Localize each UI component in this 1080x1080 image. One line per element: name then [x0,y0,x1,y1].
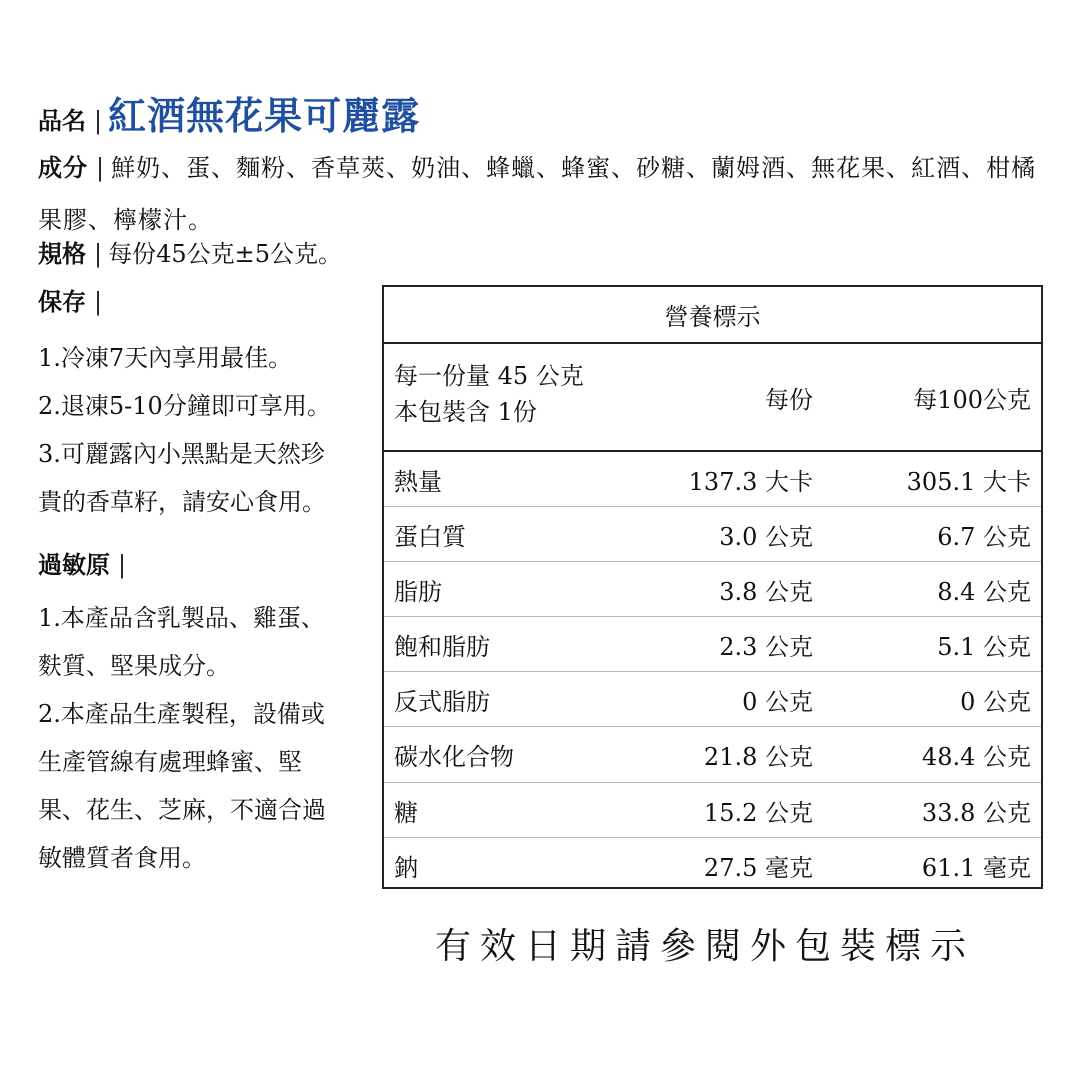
allergen-line: 2.本產品生產製程，設備或 [38,700,325,728]
table-row [384,507,1041,562]
table-row [384,783,1041,838]
table-row [384,672,1041,727]
table-row [384,452,1041,507]
nutrient-name: 鈉 [394,853,418,882]
separator: | [94,240,103,268]
serving-size: 每一份量 45 公克 [394,362,584,390]
nutrient-name: 飽和脂肪 [394,633,490,662]
allergen-line: 1.本產品含乳製品、雞蛋、 [38,604,325,632]
separator: | [96,154,106,182]
per-100g-value: 305.1 大卡 [906,468,1031,496]
allergen-line: 生產管線有處理蜂蜜、堅 [38,748,302,776]
storage-list [38,334,368,526]
per-serving-value: 0 公克 [742,688,813,717]
per-serving-value: 3.8 公克 [719,578,813,607]
per-100g-value: 33.8 公克 [921,798,1031,827]
table-row [384,838,1041,893]
nutrition-header [384,344,1041,452]
per-serving-value: 21.8 公克 [703,743,813,772]
nutrient-name: 脂肪 [394,578,442,607]
separator: | [94,107,103,135]
column-header-per-serving: 每份 [765,386,813,414]
serving-info [394,358,584,430]
expiry-notice: 有效日期請參閱外包裝標示 [435,926,976,967]
table-row [384,727,1041,782]
ingredients-label: 成分 [38,153,88,182]
allergen-line: 果、花生、芝麻，不適合過 [38,796,326,824]
nutrition-facts-table [382,285,1043,889]
servings-per-package: 本包裝含 1份 [394,398,537,426]
separator: | [94,288,103,316]
nutrient-name: 糖 [394,798,418,827]
ingredients-text: 鮮奶、蛋、麵粉、香草莢、奶油、蜂蠟、蜂蜜、砂糖、蘭姆酒、無花果、紅酒、柑橘果膠、檸檬汁。 [38,154,1037,234]
nutrient-name: 反式脂肪 [394,688,490,717]
storage-label: 保存 [38,287,86,316]
spec-label: 規格 [38,239,86,268]
per-100g-value: 5.1 公克 [937,633,1031,662]
separator: | [118,551,127,579]
per-serving-value: 2.3 公克 [719,633,813,662]
storage-line: 3.可麗露內小黑點是天然珍 [38,440,325,468]
nutrient-name: 碳水化合物 [394,743,514,772]
spec-section [38,236,342,275]
nutrient-name: 蛋白質 [394,523,466,552]
allergen-line: 麩質、堅果成分。 [38,652,230,680]
nutrient-name: 熱量 [394,468,442,496]
nutrition-rows [384,452,1041,893]
table-row [384,562,1041,617]
allergen-list [38,594,373,882]
per-100g-value: 61.1 毫克 [921,853,1031,882]
storage-line: 貴的香草籽，請安心食用。 [38,488,326,516]
allergen-heading [38,547,132,586]
per-serving-value: 15.2 公克 [703,798,813,827]
per-100g-value: 6.7 公克 [937,523,1031,552]
product-name: 紅酒無花果可麗露 [108,93,421,138]
column-header-per-100g: 每100公克 [913,386,1031,414]
per-100g-value: 48.4 公克 [921,743,1031,772]
per-100g-value: 0 公克 [960,688,1031,717]
per-serving-value: 27.5 毫克 [703,853,813,882]
nutrition-title: 營養標示 [384,287,1041,344]
ingredients-section [38,142,1043,246]
per-serving-value: 137.3 大卡 [688,468,813,496]
storage-line: 1.冷凍7天內享用最佳。 [38,344,293,372]
table-row [384,617,1041,672]
per-serving-value: 3.0 公克 [719,523,813,552]
allergen-label: 過敏原 [38,550,110,579]
product-name-label: 品名 [38,106,86,135]
per-100g-value: 8.4 公克 [937,578,1031,607]
product-name-row [38,85,420,140]
storage-heading [38,284,108,323]
allergen-line: 敏體質者食用。 [38,844,206,872]
storage-line: 2.退凍5-10分鐘即可享用。 [38,392,331,420]
spec-text: 每份45公克±5公克。 [108,240,343,268]
